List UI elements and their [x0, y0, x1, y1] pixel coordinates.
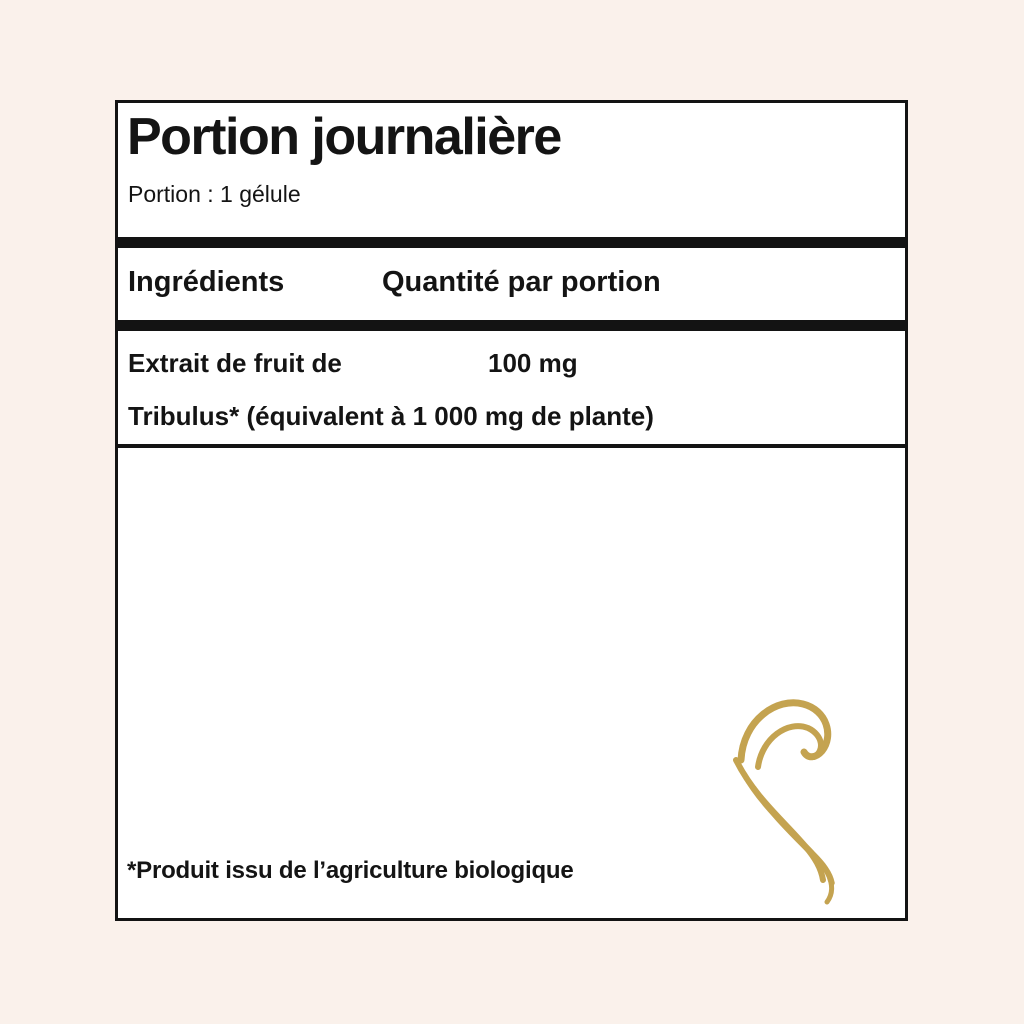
serving-size-text: Portion : 1 gélule — [128, 181, 301, 207]
column-header-ingredients: Ingrédients — [128, 266, 285, 298]
organic-footnote: *Produit issu de l’agriculture biologique — [127, 857, 574, 884]
divider-thick-top — [115, 237, 908, 248]
ingredient-name-line1: Extrait de fruit de — [128, 348, 342, 378]
divider-thin — [115, 444, 908, 448]
supplement-facts-panel — [115, 100, 908, 921]
panel-title: Portion journalière — [127, 108, 561, 166]
gold-flourish-icon — [733, 696, 863, 914]
ingredient-amount: 100 mg — [488, 348, 578, 378]
column-header-amount: Quantité par portion — [382, 266, 661, 298]
ingredient-name-line2: Tribulus* (équivalent à 1 000 mg de plante) — [128, 401, 654, 431]
divider-thick-middle — [115, 320, 908, 331]
